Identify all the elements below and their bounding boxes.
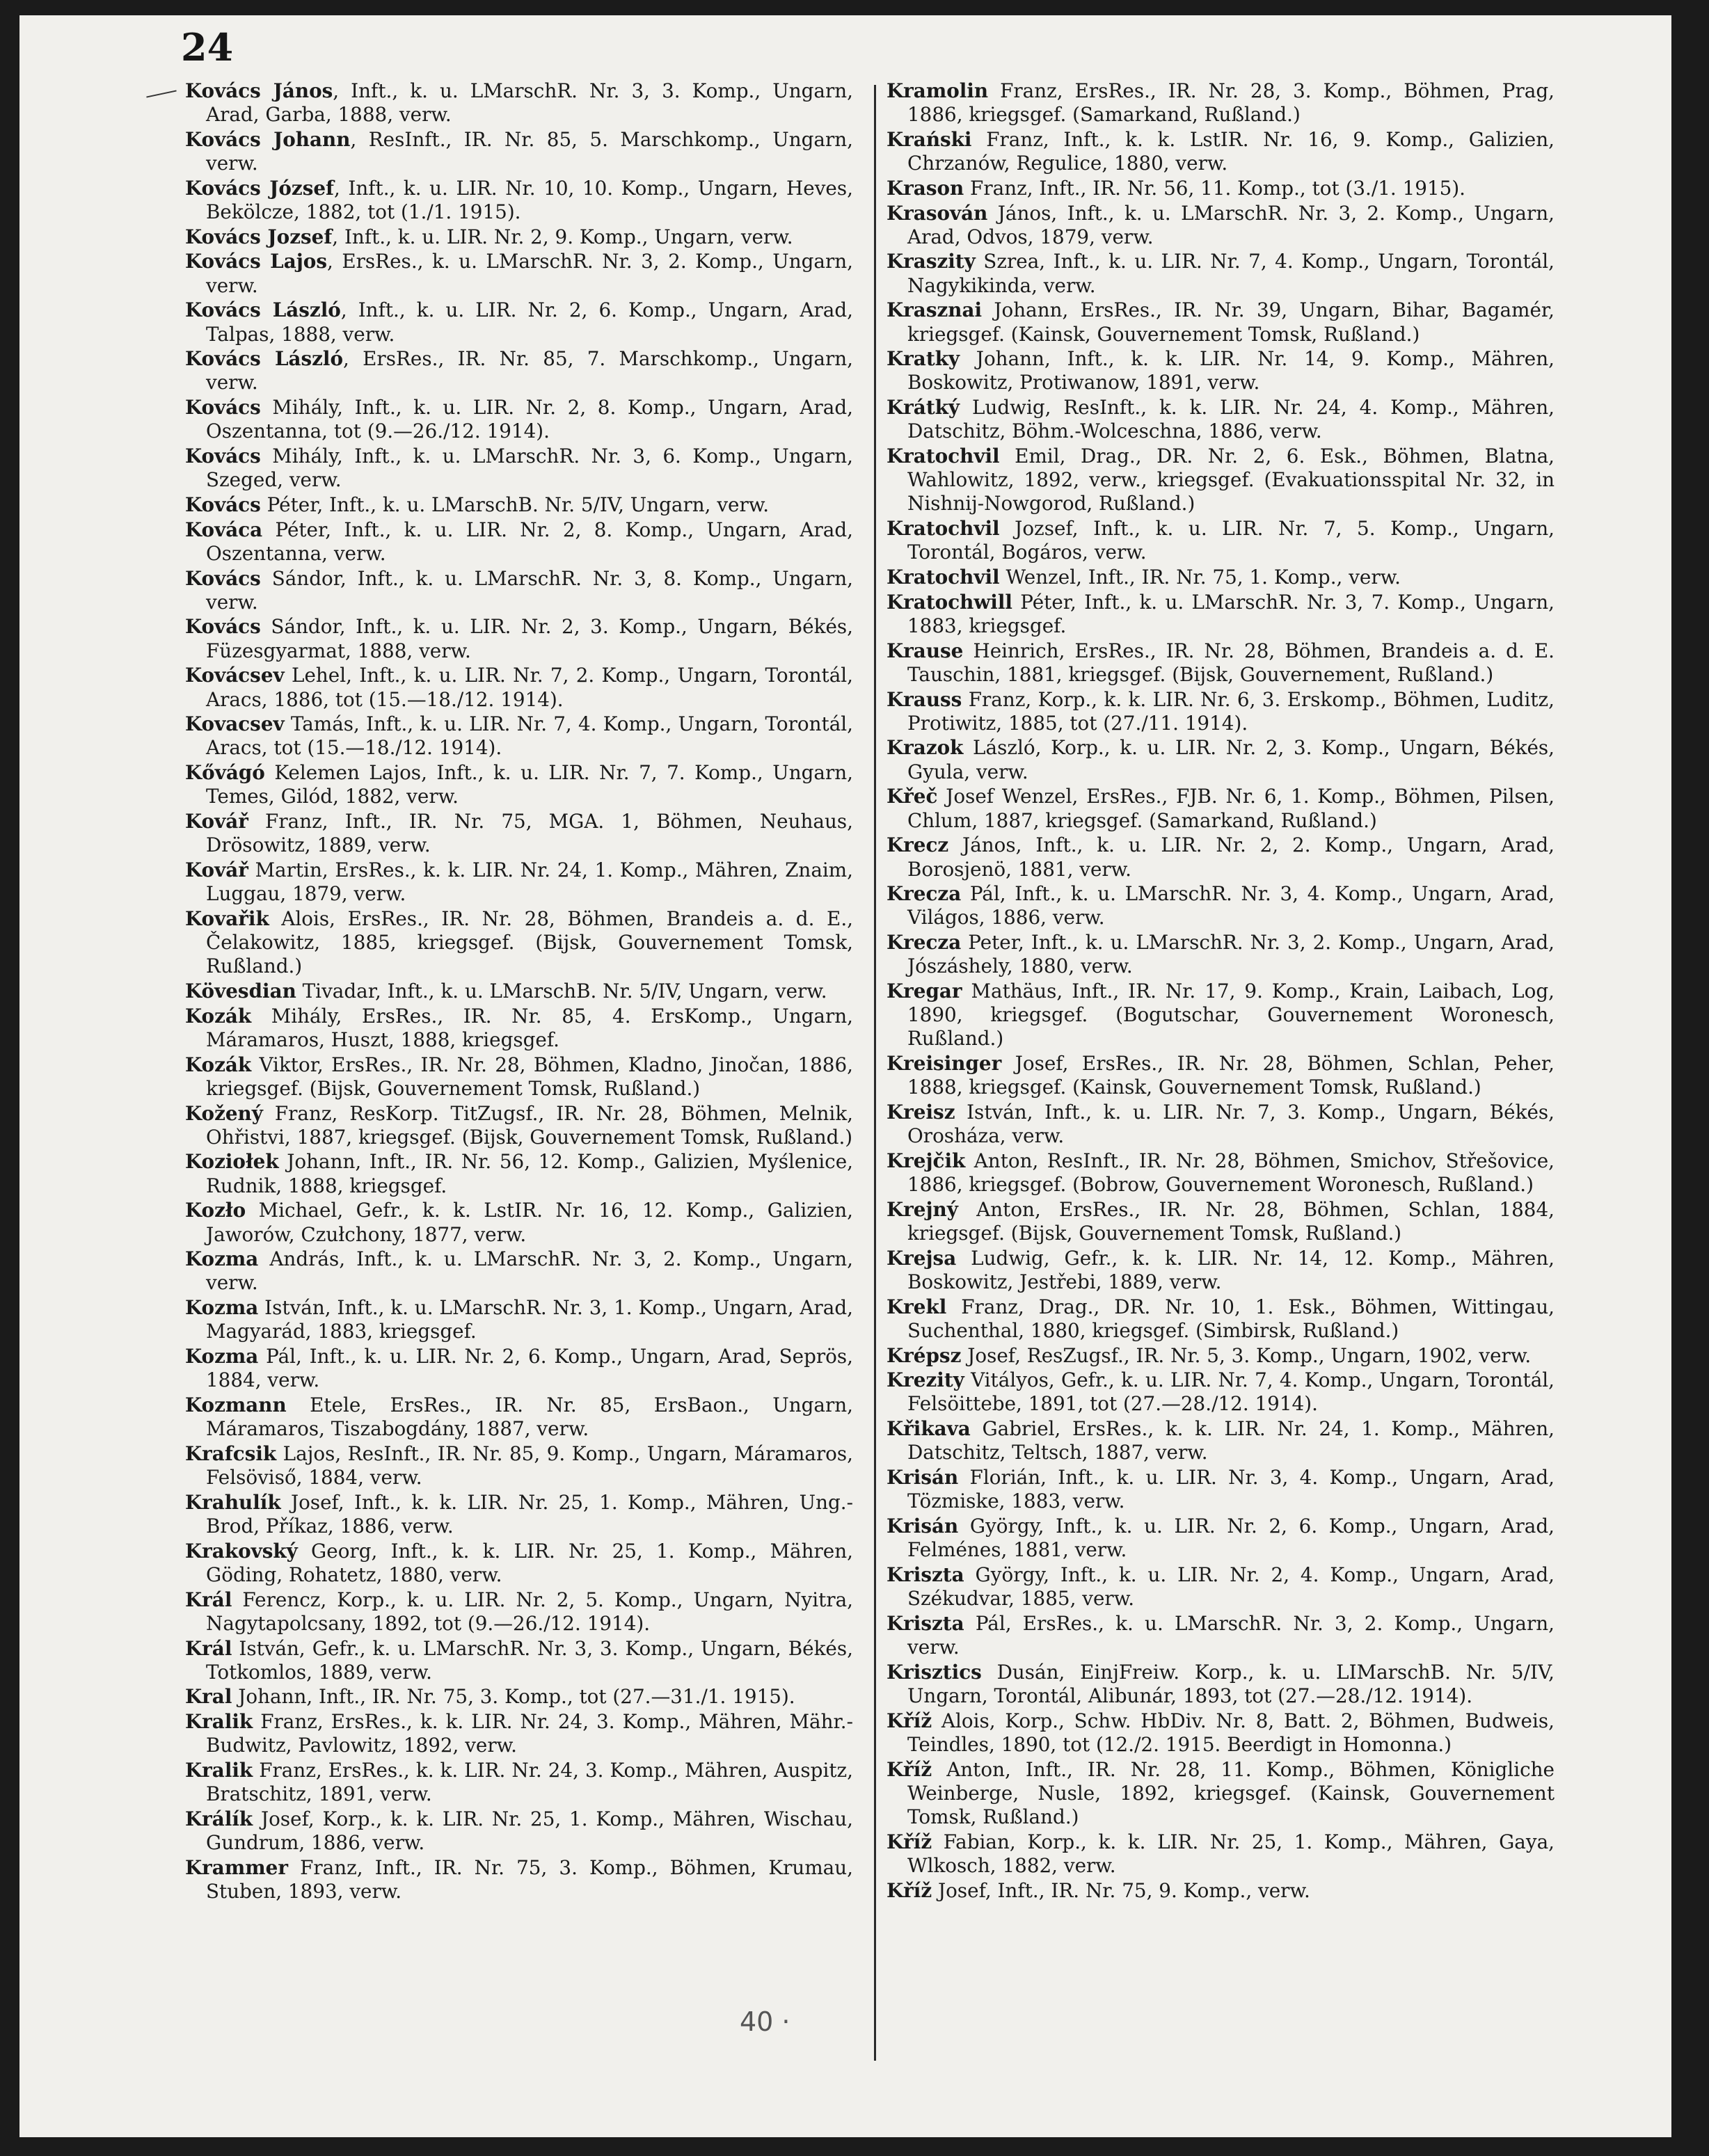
list-entry (185, 567, 853, 614)
entry-details: Martin, ErsRes., k. k. LIR. Nr. 24, 1. Komp., Mähren, Znaim, Luggau, 1879, verw. (206, 859, 853, 906)
entry-details: Szrea, Inft., k. u. LIR. Nr. 7, 4. Komp., Ungarn, Torontál, Nagykikinda, verw. (907, 250, 1555, 297)
entry-surname: Kratochwill (887, 590, 1012, 614)
list-entry (185, 615, 853, 662)
list-entry (185, 177, 853, 224)
list-entry (887, 128, 1555, 175)
list-entry (887, 445, 1555, 516)
entry-surname: Kovácsev (185, 664, 285, 687)
entry-surname: Krecz (887, 833, 949, 857)
entry-surname: Kovář (185, 810, 248, 833)
entry-surname: Kreisinger (887, 1052, 1002, 1076)
list-entry (887, 688, 1555, 735)
entry-surname: Krekl (887, 1295, 947, 1318)
entry-surname: Kozmann (185, 1393, 287, 1416)
entry-surname: Kramolin (887, 79, 989, 102)
entry-details: Tamás, Inft., k. u. LIR. Nr. 7, 4. Komp., Ungarn, Torontál, Aracs, tot (15.—18./12. 1914). (206, 712, 853, 760)
entry-details: , Inft., k. u. LIR. Nr. 10, 10. Komp., Ungarn, Heves, Bekölcze, 1882, tot (1./1. 1915). (206, 176, 853, 224)
entry-surname: Kovács (185, 493, 261, 516)
list-entry (185, 1199, 853, 1246)
entry-details: Anton, ErsRes., IR. Nr. 28, Böhmen, Schlan, 1884, kriegsgef. (Bijsk, Gouvernement Tomsk, Rußland.) (907, 1197, 1555, 1245)
list-entry (887, 931, 1555, 978)
entry-details: Alois, ErsRes., IR. Nr. 28, Böhmen, Brandeis a. d. E., Čelakowitz, 1885, kriegsgef. (Bijsk, Gouvernement Tomsk, Rußland.) (206, 907, 853, 978)
entry-surname: Krecza (887, 931, 962, 955)
list-entry (185, 1442, 853, 1490)
entry-details: , Inft., k. u. LIR. Nr. 2, 6. Komp., Ungarn, Arad, Talpas, 1888, verw. (206, 298, 853, 346)
list-entry (887, 79, 1555, 127)
entry-surname: Krammer (185, 1855, 288, 1879)
list-entry (185, 1807, 853, 1855)
entry-details: Georg, Inft., k. k. LIR. Nr. 25, 1. Komp., Mähren, Göding, Rohatetz, 1880, verw. (206, 1539, 853, 1586)
list-entry (185, 1491, 853, 1538)
list-entry (185, 1296, 853, 1343)
list-entry (887, 591, 1555, 638)
list-entry (887, 1368, 1555, 1416)
entry-details: Wenzel, Inft., IR. Nr. 75, 1. Komp., verw. (999, 566, 1401, 589)
entry-surname: Krépsz (887, 1343, 962, 1367)
entry-details: Fabian, Korp., k. k. LIR. Nr. 25, 1. Komp., Mähren, Gaya, Wlkosch, 1882, verw. (907, 1830, 1555, 1877)
entry-details: Mihály, Inft., k. u. LIR. Nr. 2, 8. Komp., Ungarn, Arad, Oszentanna, tot (9.—26./12. 1914). (206, 396, 853, 443)
entry-surname: Krański (887, 127, 972, 151)
entry-details: Ferencz, Korp., k. u. LIR. Nr. 2, 5. Komp., Ungarn, Nyitra, Nagytapolcsany, 1892, tot (9.—26./12. 1914). (206, 1588, 853, 1635)
list-entry (887, 980, 1555, 1051)
list-entry (887, 250, 1555, 297)
entry-surname: Kožený (185, 1101, 263, 1125)
entry-surname: Kövesdian (185, 980, 296, 1003)
list-entry (887, 882, 1555, 929)
entry-details: Anton, ResInft., IR. Nr. 28, Böhmen, Smichov, Střešovice, 1886, kriegsgef. (Bobrow, Gouvernement Woronesch, Rußland.) (907, 1149, 1555, 1197)
entry-surname: Kovács László (185, 347, 344, 371)
list-entry (887, 833, 1555, 881)
entry-surname: Krejný (887, 1197, 958, 1221)
entry-details: Etele, ErsRes., IR. Nr. 85, ErsBaon., Ungarn, Máramaros, Tiszabogdány, 1887, verw. (206, 1393, 853, 1441)
left-column (185, 79, 853, 1905)
list-entry (887, 1101, 1555, 1148)
entry-details: Josef, Korp., k. k. LIR. Nr. 25, 1. Komp., Mähren, Wischau, Gundrum, 1886, verw. (206, 1807, 853, 1855)
entry-surname: Kralik (185, 1710, 253, 1734)
entry-surname: Krisztics (887, 1660, 982, 1684)
entry-details: Josef, Inft., IR. Nr. 75, 9. Komp., verw. (932, 1878, 1310, 1902)
list-entry (185, 1005, 853, 1052)
entry-surname: Kříž (887, 1830, 932, 1853)
list-entry (185, 1710, 853, 1757)
entry-details: Franz, ResKorp. TitZugsf., IR. Nr. 28, Böhmen, Melnik, Ohřistvi, 1887, kriegsgef. (Bijsk, Gouvernement Tomsk, Rußland.) (206, 1101, 853, 1149)
entry-details: Johann, Inft., IR. Nr. 75, 3. Komp., tot (27.—31./1. 1915). (232, 1685, 795, 1709)
entry-surname: Krauss (887, 687, 962, 711)
entry-details: Josef, ResZugsf., IR. Nr. 5, 3. Komp., Ungarn, 1902, verw. (961, 1343, 1532, 1367)
entry-surname: Křeč (887, 785, 938, 808)
page-number: 24 (181, 25, 234, 70)
list-entry (887, 1052, 1555, 1099)
entry-surname: Kratochvil (887, 517, 1000, 541)
entry-surname: Křikava (887, 1417, 971, 1441)
list-entry (887, 298, 1555, 346)
list-entry (887, 1149, 1555, 1197)
entry-details: Pál, Inft., k. u. LIR. Nr. 2, 6. Komp., Ungarn, Arad, Seprös, 1884, verw. (206, 1345, 853, 1392)
entry-surname: Kovacsev (185, 712, 285, 736)
list-entry (185, 298, 853, 346)
entry-details: István, Inft., k. u. LIR. Nr. 7, 3. Komp., Ungarn, Békés, Orosháza, verw. (907, 1101, 1555, 1148)
list-entry (185, 712, 853, 760)
list-entry (185, 1685, 853, 1709)
list-entry (887, 347, 1555, 394)
list-entry (185, 493, 853, 517)
entry-details: Josef, Inft., k. k. LIR. Nr. 25, 1. Komp., Mähren, Ung.-Brod, Příkaz, 1886, verw. (206, 1490, 853, 1538)
list-entry (185, 1637, 853, 1684)
list-entry (887, 1709, 1555, 1757)
entry-surname: Kovács József (185, 176, 334, 200)
entry-surname: Kovács Lajos (185, 250, 327, 273)
list-entry (887, 1295, 1555, 1343)
entry-details: Sándor, Inft., k. u. LMarschR. Nr. 3, 8. Komp., Ungarn, verw. (206, 566, 853, 614)
entry-surname: Krisán (887, 1514, 959, 1538)
list-entry (185, 1588, 853, 1636)
entry-surname: Kováca (185, 518, 263, 541)
list-entry (887, 177, 1555, 200)
list-entry (185, 664, 853, 711)
entry-surname: Kovács Johann (185, 127, 351, 151)
list-entry (887, 1612, 1555, 1659)
list-entry (185, 1856, 853, 1903)
entry-surname: Král (185, 1588, 232, 1611)
list-entry (887, 1661, 1555, 1708)
entry-details: Pál, ErsRes., k. u. LMarschR. Nr. 3, 2. Komp., Ungarn, verw. (907, 1611, 1555, 1659)
list-entry (887, 1466, 1555, 1513)
entry-surname: Krahulík (185, 1490, 281, 1514)
list-entry (185, 445, 853, 492)
entry-details: Franz, Korp., k. k. LIR. Nr. 6, 3. Erskomp., Böhmen, Luditz, Protiwitz, 1885, tot (27./11. 1914). (907, 687, 1555, 735)
list-entry (185, 1150, 853, 1197)
entry-details: Johann, Inft., k. k. LIR. Nr. 14, 9. Komp., Mähren, Boskowitz, Protiwanow, 1891, verw. (907, 347, 1555, 394)
entry-surname: Kratky (887, 347, 960, 371)
list-entry (185, 396, 853, 443)
entry-details: Mathäus, Inft., IR. Nr. 17, 9. Komp., Krain, Laibach, Log, 1890, kriegsgef. (Bogutschar, Gouvernement Woronesch, Rußland.) (907, 980, 1555, 1051)
list-entry (185, 1247, 853, 1295)
entry-surname: Koziołek (185, 1150, 279, 1174)
list-entry (185, 907, 853, 979)
entry-details: Josef, ErsRes., IR. Nr. 28, Böhmen, Schlan, Peher, 1888, kriegsgef. (Kainsk, Gouvernement Tomsk, Rußland.) (907, 1052, 1555, 1099)
entry-surname: Kovář (185, 859, 248, 881)
entry-details: , ErsRes., IR. Nr. 85, 7. Marschkomp., Ungarn, verw. (206, 347, 853, 394)
entry-surname: Kratochvil (887, 566, 1000, 589)
entry-details: Péter, Inft., k. u. LMarschR. Nr. 3, 7. Komp., Ungarn, 1883, kriegsgef. (907, 590, 1555, 637)
entry-details: András, Inft., k. u. LMarschR. Nr. 3, 2. Komp., Ungarn, verw. (206, 1247, 853, 1295)
entry-details: István, Inft., k. u. LMarschR. Nr. 3, 1. Komp., Ungarn, Arad, Magyarád, 1883, kriegsgef. (206, 1296, 853, 1343)
list-entry (887, 517, 1555, 564)
entry-details: János, Inft., k. u. LIR. Nr. 2, 2. Komp., Ungarn, Arad, Borosjenö, 1881, verw. (907, 833, 1555, 881)
entry-surname: Kratochvil (887, 445, 1000, 468)
list-entry (887, 566, 1555, 589)
entry-surname: Kozło (185, 1199, 246, 1222)
entry-details: Josef Wenzel, ErsRes., FJB. Nr. 6, 1. Komp., Böhmen, Pilsen, Chlum, 1887, kriegsgef. (Samarkand, Rußland.) (907, 785, 1555, 832)
entry-details: Alois, Korp., Schw. HbDiv. Nr. 8, Batt. 2, Böhmen, Budweis, Teindles, 1890, tot (12./2. 1915. Beerdigt in Homonna.) (907, 1709, 1555, 1756)
entry-details: János, Inft., k. u. LMarschR. Nr. 3, 2. Komp., Ungarn, Arad, Odvos, 1879, verw. (907, 201, 1555, 248)
entry-details: Ludwig, ResInft., k. k. LIR. Nr. 24, 4. Komp., Mähren, Datschitz, Böhm.-Wolceschna, 1886, verw. (907, 396, 1555, 443)
list-entry (887, 1830, 1555, 1878)
column-divider (874, 85, 876, 2061)
list-entry (887, 1879, 1555, 1903)
list-entry (185, 518, 853, 566)
entry-surname: Kozma (185, 1345, 259, 1368)
entry-details: Péter, Inft., k. u. LIR. Nr. 2, 8. Komp., Ungarn, Arad, Oszentanna, verw. (206, 518, 853, 565)
entry-surname: Krecza (887, 882, 962, 906)
entry-details: Dusán, EinjFreiw. Korp., k. u. LIMarschB. Nr. 5/IV, Ungarn, Torontál, Alibunár, 1893, tot (27.—28./12. 1914). (907, 1660, 1555, 1707)
entry-surname: Krakovský (185, 1539, 298, 1563)
list-entry (185, 1102, 853, 1149)
entry-surname: Kővágó (185, 761, 265, 785)
list-entry (887, 396, 1555, 443)
handwritten-page-note: 40 · (740, 2006, 790, 2037)
list-entry (185, 1540, 853, 1587)
entry-details: László, Korp., k. u. LIR. Nr. 2, 3. Komp., Ungarn, Békés, Gyula, verw. (907, 736, 1555, 783)
list-entry (887, 1417, 1555, 1464)
entry-surname: Kozma (185, 1247, 259, 1271)
entry-surname: Krason (887, 176, 964, 200)
margin-pencil-mark (146, 90, 176, 97)
entry-details: , Inft., k. u. LIR. Nr. 2, 9. Komp., Ungarn, verw. (332, 225, 793, 248)
list-entry (887, 785, 1555, 832)
list-entry (185, 79, 853, 127)
list-entry (185, 128, 853, 175)
entry-details: Franz, Inft., k. k. LstIR. Nr. 16, 9. Komp., Galizien, Chrzanów, Regulice, 1880, verw. (907, 127, 1555, 175)
list-entry (185, 347, 853, 394)
entry-surname: Kovács (185, 615, 261, 639)
entry-details: Franz, Inft., IR. Nr. 56, 11. Komp., tot (3./1. 1915). (964, 176, 1465, 200)
entry-details: Franz, ErsRes., k. k. LIR. Nr. 24, 3. Komp., Mähren, Auspitz, Bratschitz, 1891, verw. (206, 1759, 853, 1806)
list-entry (185, 810, 853, 857)
entry-details: Viktor, ErsRes., IR. Nr. 28, Böhmen, Kladno, Jinočan, 1886, kriegsgef. (Bijsk, Gouvernement Tomsk, Rußland.) (206, 1053, 853, 1100)
entry-details: Lajos, ResInft., IR. Nr. 85, 9. Komp., Ungarn, Máramaros, Felsöviső, 1884, verw. (206, 1442, 853, 1490)
entry-surname: Kovařik (185, 907, 269, 930)
entry-surname: Kregar (887, 980, 962, 1003)
entry-details: Lehel, Inft., k. u. LIR. Nr. 7, 2. Komp., Ungarn, Torontál, Aracs, 1886, tot (15.—18./12. 1914). (206, 664, 853, 711)
entry-details: Florián, Inft., k. u. LIR. Nr. 3, 4. Komp., Ungarn, Arad, Tözmiske, 1883, verw. (907, 1466, 1555, 1513)
entry-surname: Krazok (887, 736, 964, 760)
entry-surname: Kriszta (887, 1563, 964, 1586)
entry-surname: Krause (887, 639, 964, 662)
entry-surname: Kovács (185, 566, 261, 590)
list-entry (887, 1515, 1555, 1562)
entry-details: Johann, ErsRes., IR. Nr. 39, Ungarn, Bihar, Bagamér, kriegsgef. (Kainsk, Gouvernement Tomsk, Rußland.) (907, 298, 1555, 346)
entry-surname: Kral (185, 1685, 232, 1709)
entry-details: Michael, Gefr., k. k. LstIR. Nr. 16, 12. Komp., Galizien, Jaworów, Czułchony, 1877, verw. (206, 1199, 853, 1246)
entry-details: Jozsef, Inft., k. u. LIR. Nr. 7, 5. Komp., Ungarn, Torontál, Bogáros, verw. (907, 517, 1555, 564)
entry-surname: Kozma (185, 1296, 259, 1320)
entry-details: Gabriel, ErsRes., k. k. LIR. Nr. 24, 1. Komp., Mähren, Datschitz, Teltsch, 1887, verw. (907, 1417, 1555, 1464)
entry-surname: Kraszity (887, 250, 976, 273)
entry-details: Johann, Inft., IR. Nr. 56, 12. Komp., Galizien, Myślenice, Rudnik, 1888, kriegsgef. (206, 1150, 853, 1197)
list-entry (185, 250, 853, 297)
entry-details: Mihály, ErsRes., IR. Nr. 85, 4. ErsKomp., Ungarn, Máramaros, Huszt, 1888, kriegsgef. (206, 1004, 853, 1051)
list-entry (185, 1759, 853, 1806)
entry-details: Vitályos, Gefr., k. u. LIR. Nr. 7, 4. Komp., Ungarn, Torontál, Felsöittebe, 1891, tot (27.—28./12. 1914). (907, 1368, 1555, 1416)
entry-surname: Kozák (185, 1053, 252, 1076)
entry-surname: Kříž (887, 1709, 932, 1732)
list-entry (185, 761, 853, 808)
entry-details: Franz, Drag., DR. Nr. 10, 1. Esk., Böhmen, Wittingau, Suchenthal, 1880, kriegsgef. (Simbirsk, Rußland.) (907, 1295, 1555, 1342)
entry-surname: Kovács (185, 445, 261, 468)
entry-surname: Krátký (887, 396, 960, 420)
right-column (887, 79, 1555, 1903)
entry-details: Kelemen Lajos, Inft., k. u. LIR. Nr. 7, 7. Komp., Ungarn, Temes, Gilód, 1882, verw. (206, 761, 853, 808)
entry-surname: Krasován (887, 201, 988, 225)
list-entry (185, 859, 853, 906)
entry-details: Franz, ErsRes., IR. Nr. 28, 3. Komp., Böhmen, Prag, 1886, kriegsgef. (Samarkand, Rußland.) (907, 79, 1555, 127)
list-entry (887, 1563, 1555, 1611)
list-entry (185, 225, 853, 249)
list-entry (887, 1247, 1555, 1294)
entry-surname: Kovács Jozsef (185, 225, 333, 248)
list-entry (887, 1198, 1555, 1245)
entry-details: Mihály, Inft., k. u. LMarschR. Nr. 3, 6. Komp., Ungarn, Szeged, verw. (206, 445, 853, 492)
list-entry (887, 736, 1555, 783)
entry-details: György, Inft., k. u. LIR. Nr. 2, 4. Komp., Ungarn, Arad, Székudvar, 1885, verw. (907, 1563, 1555, 1611)
entry-surname: Krisán (887, 1466, 959, 1490)
entry-details: Peter, Inft., k. u. LMarschR. Nr. 3, 2. Komp., Ungarn, Arad, Jószáshely, 1880, verw. (907, 931, 1555, 978)
list-entry (185, 1053, 853, 1101)
entry-details: Franz, ErsRes., k. k. LIR. Nr. 24, 3. Komp., Mähren, Mähr.-Budwitz, Pavlowitz, 1892, verw. (206, 1710, 853, 1757)
entry-details: Franz, Inft., IR. Nr. 75, 3. Komp., Böhmen, Krumau, Stuben, 1893, verw. (206, 1855, 853, 1903)
list-entry (887, 639, 1555, 687)
entry-surname: Krasznai (887, 298, 983, 322)
entry-surname: Krejčik (887, 1149, 966, 1172)
entry-details: György, Inft., k. u. LIR. Nr. 2, 6. Komp., Ungarn, Arad, Felménes, 1881, verw. (907, 1514, 1555, 1562)
entry-details: Ludwig, Gefr., k. k. LIR. Nr. 14, 12. Komp., Mähren, Boskowitz, Jestřebi, 1889, verw. (907, 1246, 1555, 1293)
entry-details: Sándor, Inft., k. u. LIR. Nr. 2, 3. Komp., Ungarn, Békés, Füzesgyarmat, 1888, verw. (206, 615, 853, 662)
entry-surname: Kriszta (887, 1611, 964, 1635)
entry-details: , ResInft., IR. Nr. 85, 5. Marschkomp., Ungarn, verw. (206, 127, 853, 175)
entry-surname: Kovács (185, 396, 261, 420)
entry-details: István, Gefr., k. u. LMarschR. Nr. 3, 3. Komp., Ungarn, Békés, Totkomlos, 1889, verw. (206, 1636, 853, 1684)
list-entry (185, 1345, 853, 1392)
list-entry (887, 1758, 1555, 1830)
entry-surname: Kozák (185, 1004, 252, 1028)
entry-details: Pál, Inft., k. u. LMarschR. Nr. 3, 4. Komp., Ungarn, Arad, Világos, 1886, verw. (907, 882, 1555, 929)
entry-details: Anton, Inft., IR. Nr. 28, 11. Komp., Böhmen, Königliche Weinberge, Nusle, 1892, kriegsgef. (Kainsk, Gouvernement Tomsk, Rußland.) (907, 1757, 1555, 1828)
entry-surname: Kralik (185, 1759, 253, 1782)
document-page (19, 15, 1671, 2137)
entry-surname: Kovács László (185, 298, 341, 322)
entry-surname: Kříž (887, 1757, 932, 1781)
list-entry (887, 202, 1555, 249)
list-entry (185, 980, 853, 1003)
entry-surname: Kreisz (887, 1101, 955, 1124)
entry-details: , Inft., k. u. LMarschR. Nr. 3, 3. Komp., Ungarn, Arad, Garba, 1888, verw. (206, 79, 853, 127)
list-entry (185, 1394, 853, 1441)
entry-surname: Krafcsik (185, 1442, 277, 1465)
entry-surname: Král (185, 1636, 232, 1660)
entry-details: Franz, Inft., IR. Nr. 75, MGA. 1, Böhmen, Neuhaus, Drösowitz, 1889, verw. (206, 810, 853, 857)
entry-details: Péter, Inft., k. u. LMarschB. Nr. 5/IV, Ungarn, verw. (260, 493, 770, 516)
list-entry (887, 1344, 1555, 1368)
entry-details: Emil, Drag., DR. Nr. 2, 6. Esk., Böhmen, Blatna, Wahlowitz, 1892, verw., kriegsgef. (Evakuationsspital Nr. 32, in Nishnij-Nowgorod, Rußland.) (907, 445, 1555, 516)
entry-details: , ErsRes., k. u. LMarschR. Nr. 3, 2. Komp., Ungarn, verw. (206, 250, 853, 297)
entry-surname: Kříž (887, 1878, 932, 1902)
entry-details: Heinrich, ErsRes., IR. Nr. 28, Böhmen, Brandeis a. d. E. Tauschin, 1881, kriegsgef. (Bijsk, Gouvernement, Rußland.) (907, 639, 1555, 686)
entry-surname: Kovács János (185, 79, 333, 102)
entry-surname: Králík (185, 1807, 253, 1830)
entry-surname: Krezity (887, 1368, 964, 1392)
entry-details: Tivadar, Inft., k. u. LMarschB. Nr. 5/IV, Ungarn, verw. (296, 980, 827, 1003)
entry-surname: Krejsa (887, 1246, 957, 1270)
